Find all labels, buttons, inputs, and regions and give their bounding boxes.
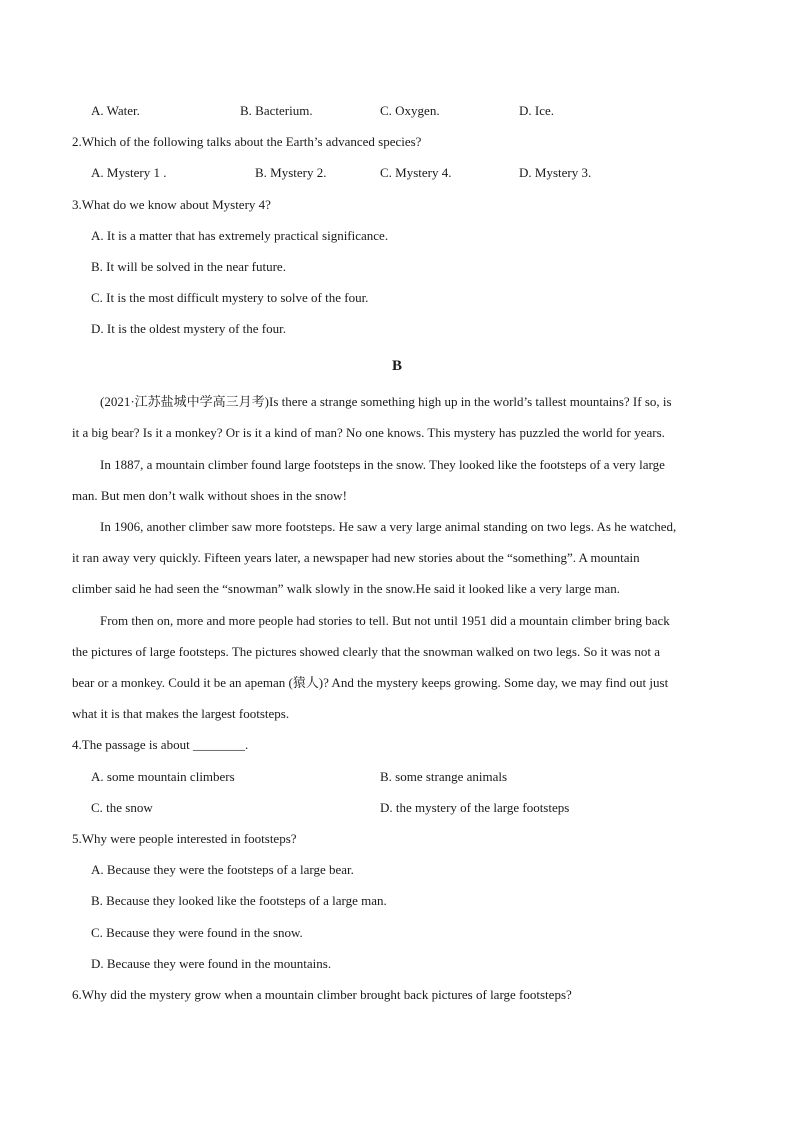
q4-option-a: A. some mountain climbers (91, 769, 235, 784)
passage-line: man. But men don’t walk without shoes in the snow! (72, 488, 347, 503)
q2-option-a: A. Mystery 1 . (91, 165, 167, 180)
passage-line: In 1887, a mountain climber found large footsteps in the snow. They looked like the footsteps of a very large (100, 457, 665, 472)
q2-option-b: B. Mystery 2. (255, 165, 327, 180)
q5-option-b: B. Because they looked like the footsteps of a large man. (91, 893, 387, 908)
q2-option-d: D. Mystery 3. (519, 165, 592, 180)
q3-stem: 3.What do we know about Mystery 4? (72, 197, 271, 212)
passage-line: (2021·江苏盐城中学高三月考)Is there a strange something high up in the world’s tallest mountains? If so, is (100, 394, 672, 409)
q3-option-a: A. It is a matter that has extremely practical significance. (91, 228, 389, 243)
q1-option-b: B. Bacterium. (240, 103, 313, 118)
passage-line: From then on, more and more people had stories to tell. But not until 1951 did a mountain climber bring back (100, 613, 670, 628)
passage-line: it ran away very quickly. Fifteen years later, a newspaper had new stories about the “something”. A mountain (72, 550, 640, 565)
q4-stem: 4.The passage is about ________. (72, 737, 249, 752)
passage-line: climber said he had seen the “snowman” walk slowly in the snow.He said it looked like a very large man. (72, 581, 621, 596)
q5-option-d: D. Because they were found in the mountains. (91, 956, 332, 971)
q3-option-b: B. It will be solved in the near future. (91, 259, 286, 274)
q5-option-a: A. Because they were the footsteps of a large bear. (91, 862, 354, 877)
passage-line: the pictures of large footsteps. The pictures showed clearly that the snowman walked on two legs. So it was not a (72, 644, 660, 659)
q1-option-d: D. Ice. (519, 103, 555, 118)
q3-option-d: D. It is the oldest mystery of the four. (91, 321, 286, 336)
q6-stem: 6.Why did the mystery grow when a mountain climber brought back pictures of large footsteps? (72, 987, 572, 1002)
passage-line: what it is that makes the largest footsteps. (72, 706, 290, 721)
q5-stem: 5.Why were people interested in footsteps? (72, 831, 297, 846)
q4-option-b: B. some strange animals (380, 769, 508, 784)
passage-line: it a big bear? Is it a monkey? Or is it a kind of man? No one knows. This mystery has puzzled the world for years. (72, 425, 665, 440)
section-title: B (391, 358, 402, 374)
passage-line: In 1906, another climber saw more footsteps. He saw a very large animal standing on two legs. As he watched, (100, 519, 677, 534)
q5-option-c: C. Because they were found in the snow. (91, 925, 303, 940)
q2-option-c: C. Mystery 4. (380, 165, 452, 180)
q2-stem: 2.Which of the following talks about the Earth’s advanced species? (72, 134, 422, 149)
q3-option-c: C. It is the most difficult mystery to solve of the four. (91, 290, 369, 305)
q1-option-c: C. Oxygen. (380, 103, 440, 118)
q4-option-d: D. the mystery of the large footsteps (380, 800, 570, 815)
passage-line: bear or a monkey. Could it be an apeman (猿人)? And the mystery keeps growing. Some day, we may find out just (72, 675, 669, 690)
q4-option-c: C. the snow (91, 800, 153, 815)
q1-option-a: A. Water. (91, 103, 140, 118)
